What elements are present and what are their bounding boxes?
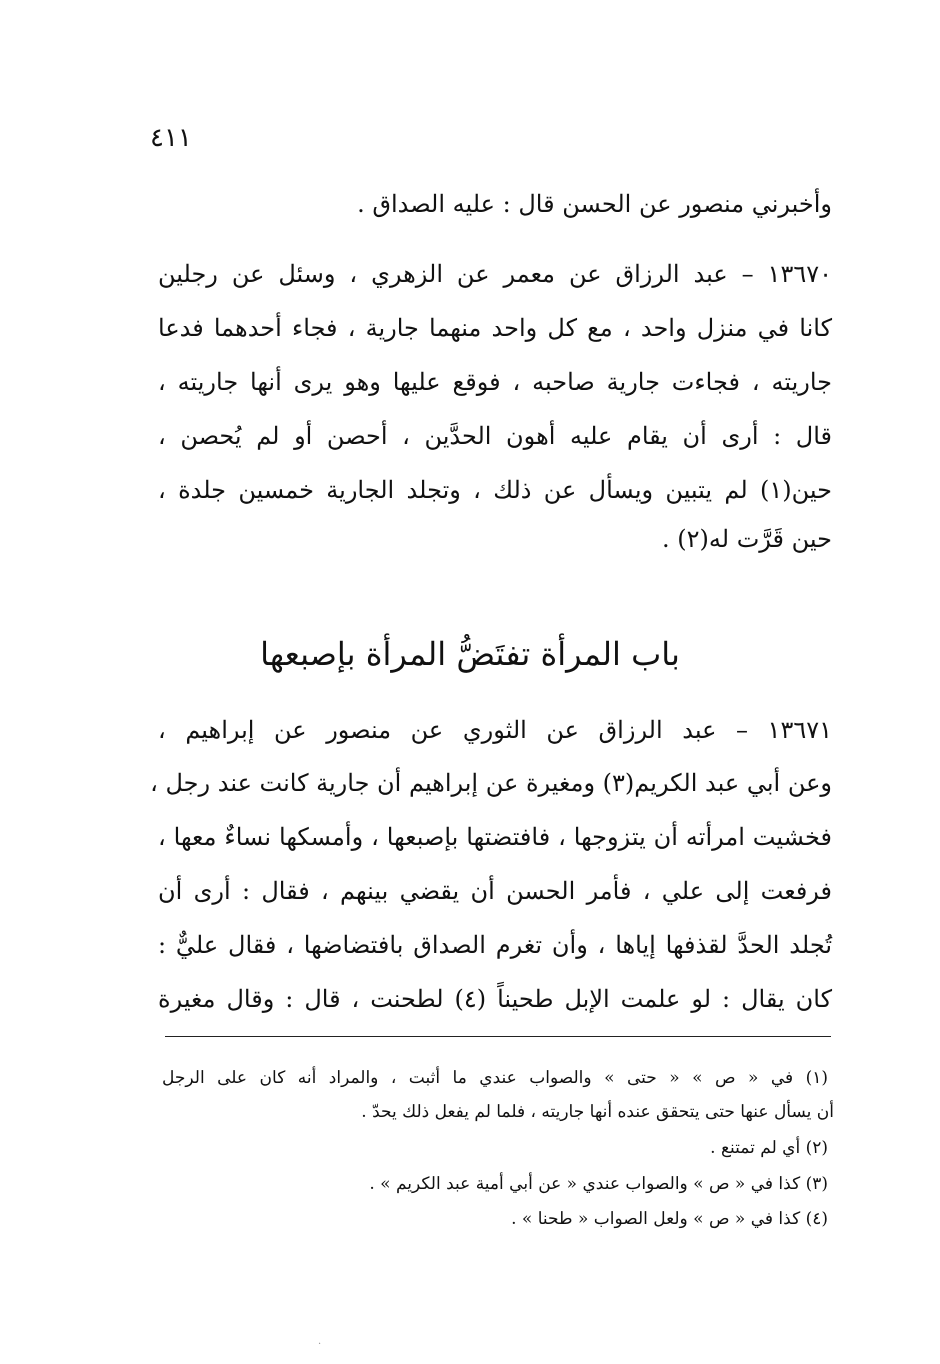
footnote-line: (٣) كذا في « ص » والصواب عندي « عن أبي أمية عبد الكريم » . <box>369 1174 828 1194</box>
text-line: تُجلد الحدَّ لقذفها إياها ، وأن تغرم الصداق بافتضاضها ، فقال عليٌّ : <box>158 931 832 959</box>
text-line: فخشيت امرأته أن يتزوجها ، فافتضتها بإصبعها ، وأمسكها نساءٌ معها ، <box>158 823 832 851</box>
footnote-line: أن يسأل عنها حتى يتحقق عنده أنها جاريته ، فلما لم يفعل ذلك يحدّ . <box>361 1102 834 1122</box>
text-line: كانا في منزل واحد ، مع كل واحد منهما جارية ، فجاء أحدهما فدعا <box>158 314 832 342</box>
page-number: ٤١١ <box>150 123 192 153</box>
text-line: كان يقال : لو علمت الإبل طحيناً (٤) لطحنت ، قال : وقال مغيرة <box>158 985 832 1013</box>
footnote-line: (٤) كذا في « ص » ولعل الصواب « طحنا » . <box>511 1209 828 1229</box>
text-line: ١٣٦٧٠ – عبد الرزاق عن معمر عن الزهري ، وسئل عن رجلين <box>158 260 832 288</box>
footnote-line: (٢) أي لم تمتنع . <box>710 1138 828 1158</box>
footnote-line: (١) في « ص » « حتى » والصواب عندي ما أثبت ، والمراد أنه كان على الرجل <box>162 1068 828 1088</box>
text-line: ١٣٦٧١ – عبد الرزاق عن الثوري عن منصور عن إبراهيم ، <box>158 716 832 744</box>
text-line: حين قَرَّت له(٢) . <box>662 525 832 553</box>
footnote-separator <box>165 1036 831 1037</box>
text-line: قال : أرى أن يقام عليه أهون الحدَّين ، أحصن أو لم يُحصن ، <box>158 422 832 450</box>
scan-speck: · <box>318 1339 322 1350</box>
text-line: وأخبرني منصور عن الحسن قال : عليه الصداق . <box>357 190 832 218</box>
text-line: وعن أبي عبد الكريم(٣) ومغيرة عن إبراهيم أن جارية كانت عند رجل ، <box>150 769 832 797</box>
text-line: حين(١) لم يتبين ويسأل عن ذلك ، وتجلد الجارية خمسين جلدة ، <box>158 476 832 504</box>
text-line: جاريته ، فجاءت جارية صاحبه ، فوقع عليها وهو يرى أنها جاريته ، <box>158 368 832 396</box>
text-line: فرفعت إلى علي ، فأمر الحسن أن يقضي بينهم ، فقال : أرى أن <box>158 877 833 905</box>
section-heading: باب المرأة تفتَضُّ المرأة بإصبعها <box>260 635 680 673</box>
